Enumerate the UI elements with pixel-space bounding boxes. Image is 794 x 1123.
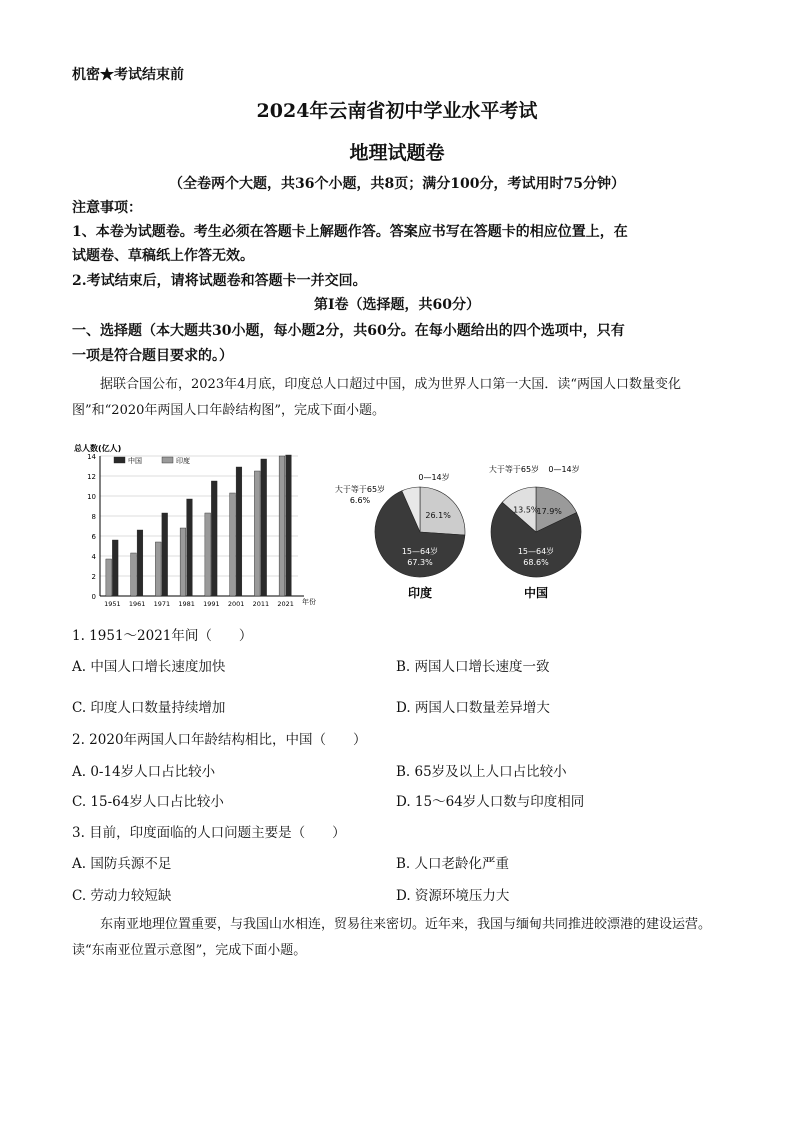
notice-item-1b: 试题卷、草稿纸上作答无效。 xyxy=(72,248,254,264)
bar-china-2011 xyxy=(261,459,267,596)
q1-option-a[interactable]: A. 中国人口增长速度加快 xyxy=(72,659,226,675)
bar-xtick-label: 1951 xyxy=(104,600,121,608)
legend-label: 中国 xyxy=(128,457,142,465)
bar-xtick-label: 2001 xyxy=(227,600,245,608)
bar-ytick-label: 12 xyxy=(87,473,96,481)
bar-xtick-label: 1971 xyxy=(153,600,171,608)
q3-option-d[interactable]: D. 资源环境压力大 xyxy=(396,888,510,904)
bar-ytick-label: 10 xyxy=(87,493,96,501)
pie-china xyxy=(489,464,581,600)
bar-chart-xlabel: 年份 xyxy=(302,598,316,606)
pie-outer-label: 大于等于65岁 xyxy=(488,465,540,474)
section-instruction-2: 一项是符合题目要求的。） xyxy=(72,348,233,364)
legend-swatch-china xyxy=(114,457,125,463)
bar-china-1961 xyxy=(137,530,143,596)
pie-value-label: 6.6% xyxy=(349,496,371,505)
bar-xtick-label: 1981 xyxy=(178,600,195,608)
bar-ytick-label: 0 xyxy=(91,593,96,601)
bar-china-1971 xyxy=(162,513,168,596)
passage-intro-2: 东南亚地理位置重要，与我国山水相连，贸易往来密切。近年来，我国与缅甸共同推进皎漂港的建设运营。读“东南亚位置示意图”，完成下面小题。 xyxy=(72,917,712,958)
q1-stem: 1. 1951～2021年间（ ） xyxy=(72,628,253,644)
pie-india xyxy=(335,472,465,600)
bar-ytick-label: 4 xyxy=(91,553,96,561)
bar-india-1961 xyxy=(131,553,137,596)
q1-option-d[interactable]: D. 两国人口数量差异增大 xyxy=(396,700,550,716)
pie-value-label: 26.1% xyxy=(425,511,451,521)
legend-label: 印度 xyxy=(176,457,190,465)
bar-xtick-label: 1961 xyxy=(128,600,146,608)
bar-xtick-label: 2021 xyxy=(277,600,294,608)
bar-india-1971 xyxy=(155,542,161,596)
pie-title: 中国 xyxy=(523,586,549,600)
bar-china-1991 xyxy=(211,481,217,596)
pie-value-label: 13.5% xyxy=(513,505,539,515)
bar-ytick-label: 6 xyxy=(91,533,96,541)
bar-xtick-label: 1991 xyxy=(203,600,220,608)
pie-outer-label: 0—14岁 xyxy=(418,473,450,482)
bar-china-1951 xyxy=(112,540,118,596)
bar-india-2021 xyxy=(279,456,285,596)
pie-inner-label: 15—64岁 xyxy=(401,547,439,556)
pie-title: 印度 xyxy=(407,586,433,600)
bar-india-1981 xyxy=(180,528,186,596)
q1-option-c[interactable]: C. 印度人口数量持续增加 xyxy=(72,700,226,716)
pie-value-label: 67.3% xyxy=(407,558,433,567)
bar-ytick-label: 2 xyxy=(91,573,96,581)
exam-title: 2024年云南省初中学业水平考试 xyxy=(256,100,538,122)
section-title: 第Ⅰ卷（选择题，共60分） xyxy=(313,297,481,313)
q3-stem: 3. 目前，印度面临的人口问题主要是（ ） xyxy=(72,825,346,841)
q1-option-b[interactable]: B. 两国人口增长速度一致 xyxy=(396,659,550,675)
notice-heading: 注意事项： xyxy=(72,200,142,216)
pie-outer-label: 0—14岁 xyxy=(548,465,580,474)
legend-swatch-india xyxy=(162,457,173,463)
exam-subtitle: 地理试题卷 xyxy=(349,142,445,164)
passage-intro-1: 据联合国公布，2023年4月底，印度总人口超过中国，成为世界人口第一大国．读“两国人口数量变化图”和“2020年两国人口年龄结构图”，完成下面小题。 xyxy=(72,377,682,418)
q2-stem: 2. 2020年两国人口年龄结构相比，中国（ ） xyxy=(72,732,367,748)
bar-chart-svg xyxy=(72,440,322,610)
population-bar-chart xyxy=(72,440,322,610)
bar-india-1951 xyxy=(106,559,112,596)
bar-china-2001 xyxy=(236,467,242,596)
pie-value-label: 68.6% xyxy=(523,558,549,567)
bar-ytick-label: 8 xyxy=(91,513,96,521)
pie-inner-label: 15—64岁 xyxy=(517,547,555,556)
section-instruction-1: 一、选择题（本大题共30小题，每小题2分，共60分。在每小题给出的四个选项中，只有 xyxy=(72,323,625,339)
bar-china-1981 xyxy=(187,499,193,596)
age-structure-pie-charts xyxy=(322,455,602,605)
q3-option-c[interactable]: C. 劳动力较短缺 xyxy=(72,888,172,904)
bar-xtick-label: 2011 xyxy=(252,600,270,608)
q2-option-c[interactable]: C. 15-64岁人口占比较小 xyxy=(72,794,224,810)
bar-india-2011 xyxy=(254,471,260,596)
q3-option-a[interactable]: A. 国防兵源不足 xyxy=(72,856,172,872)
exam-info: （全卷两个大题，共36个小题，共8页；满分100分，考试用时75分钟） xyxy=(169,176,625,192)
q2-option-b[interactable]: B. 65岁及以上人口占比较小 xyxy=(396,764,567,780)
notice-item-1a: 1、本卷为试题卷。考生必须在答题卡上解题作答。答案应书写在答题卡的相应位置上，在 xyxy=(72,224,628,240)
pie-value-label: 17.9% xyxy=(536,507,562,517)
bar-india-2001 xyxy=(230,493,236,596)
pie-chart-svg xyxy=(322,455,602,605)
q3-option-b[interactable]: B. 人口老龄化严重 xyxy=(396,856,510,872)
bar-chart-ylabel: 总人数(亿人) xyxy=(74,444,122,453)
q2-option-d[interactable]: D. 15～64岁人口数与印度相同 xyxy=(396,794,585,810)
bar-china-2021 xyxy=(286,455,292,596)
pie-outer-label: 大于等于65岁 xyxy=(334,485,386,494)
q2-option-a[interactable]: A. 0-14岁人口占比较小 xyxy=(72,764,216,780)
notice-item-2: 2.考试结束后，请将试题卷和答题卡一并交回。 xyxy=(72,273,367,289)
confidential-label: 机密★考试结束前 xyxy=(72,67,184,83)
bar-ytick-label: 14 xyxy=(87,453,96,461)
bar-india-1991 xyxy=(205,513,211,596)
